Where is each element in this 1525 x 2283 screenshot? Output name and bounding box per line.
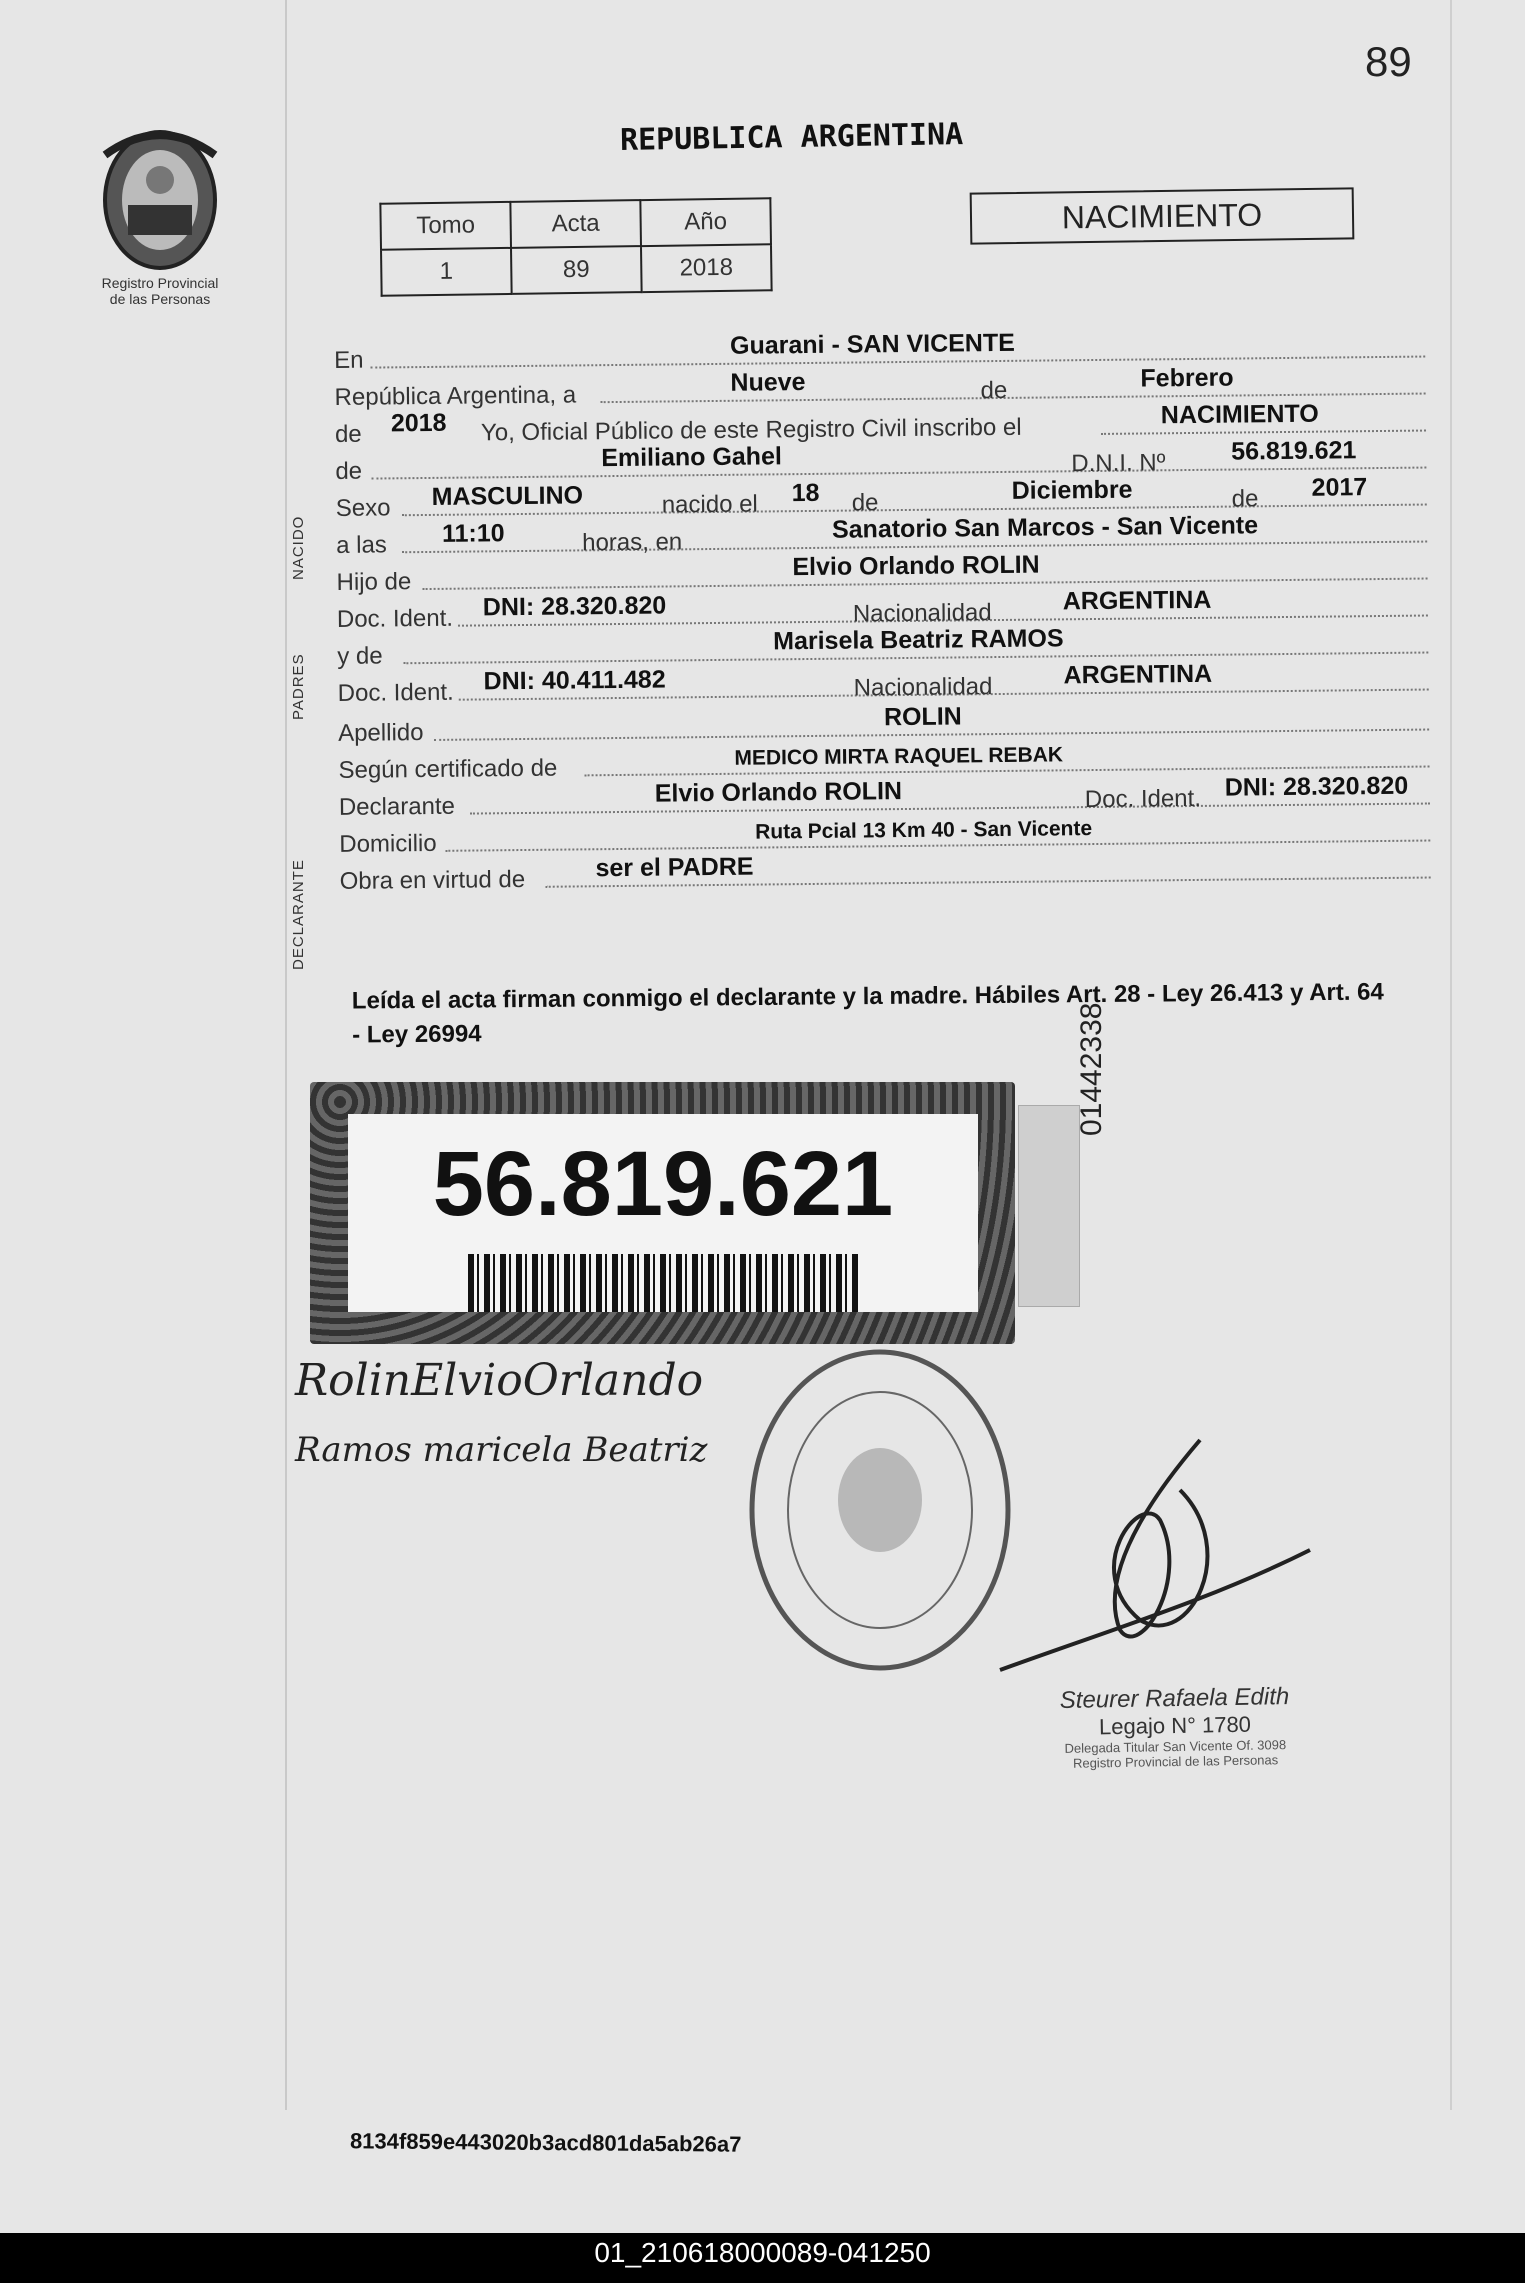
value-nac-dia: 18	[791, 478, 820, 508]
registry-header-row	[380, 198, 771, 249]
registry-value-row	[381, 244, 772, 295]
label-nac2: Nacionalidad	[853, 673, 993, 702]
label-alas: a las	[336, 531, 387, 559]
value-inscribo: NACIMIENTO	[1160, 399, 1319, 430]
logo-caption	[70, 275, 250, 307]
value-padre-doc: DNI: 28.320.820	[482, 591, 667, 622]
value-anio: 2018	[390, 408, 447, 438]
label-en: En	[334, 346, 364, 374]
serial-number: 01442338	[1075, 1002, 1108, 1136]
value-en: Guarani - SAN VICENTE	[729, 328, 1015, 360]
value-madre-doc: DNI: 40.411.482	[483, 665, 666, 696]
official-seal-icon	[740, 1340, 1020, 1680]
document-hash: 8134f859e443020b3acd801da5ab26a7	[349, 2128, 742, 2157]
header-tomo: Tomo	[380, 202, 511, 250]
sticker-number: 56.819.621	[432, 1133, 894, 1235]
label-nac-de: de	[851, 489, 879, 517]
barcode-icon	[468, 1254, 858, 1312]
value-padre: Elvio Orlando ROLIN	[792, 550, 1040, 582]
value-anio: 2018	[641, 244, 772, 292]
value-declarante: Elvio Orlando ROLIN	[654, 777, 903, 808]
label-doc: Doc. Ident.	[336, 604, 454, 633]
label-de3: de	[335, 457, 363, 485]
birth-record-form	[330, 329, 1431, 898]
label-republica: República Argentina, a	[334, 381, 577, 411]
label-de: de	[980, 376, 1008, 405]
value-padre-nac: ARGENTINA	[1062, 585, 1212, 616]
label-horas: horas, en	[581, 528, 683, 557]
label-obra: Obra en virtud de	[339, 865, 526, 895]
dotted-line	[1101, 430, 1426, 435]
official-block	[1019, 1682, 1330, 1771]
signature-icon	[990, 1430, 1330, 1680]
serial-strip	[1018, 1002, 1108, 1307]
provincial-coat-of-arms-icon	[80, 115, 240, 275]
dotted-line	[470, 803, 1430, 815]
value-nombre: Emiliano Gahel	[601, 442, 782, 473]
value-mes: Febrero	[1140, 363, 1234, 393]
footer-filename: 01_210618000089-041250	[594, 2237, 931, 2268]
official-name: Steurer Rafaela Edith	[1059, 1683, 1290, 1715]
label-nacido: nacido el	[661, 490, 758, 519]
value-obra: ser el PADRE	[595, 852, 754, 883]
official-cargo: Delegada Titular San Vicente Of. 3098	[1064, 1737, 1287, 1756]
side-label-nacido: NACIDO	[290, 515, 307, 580]
signature-madre: Ramos maricela Beatriz	[295, 1430, 708, 1470]
label-doc3: Doc. Ident.	[1084, 784, 1202, 814]
value-declarante-doc: DNI: 28.320.820	[1224, 771, 1409, 802]
label-nac-de2: de	[1231, 485, 1259, 513]
label-de2: de	[334, 420, 362, 448]
value-sexo: MASCULINO	[431, 481, 584, 511]
label-yde: y de	[337, 642, 383, 670]
value-nac-mes: Diciembre	[1011, 475, 1133, 505]
right-margin-line	[1450, 0, 1452, 2110]
sticker-label	[348, 1114, 978, 1312]
label-declarante: Declarante	[338, 792, 456, 821]
logo-caption-line1: Registro Provincial	[101, 275, 219, 291]
registry-table	[379, 197, 772, 296]
label-domicilio: Domicilio	[339, 829, 437, 858]
value-acta: 89	[511, 246, 642, 294]
value-nac-anio: 2017	[1311, 473, 1368, 502]
header-anio: Año	[640, 198, 771, 246]
value-domicilio: Ruta Pcial 13 Km 40 - San Vicente	[755, 817, 1093, 844]
signature-declarante: RolinElvioOrlando	[295, 1355, 704, 1406]
left-margin-line	[285, 0, 287, 2110]
value-apellido: ROLIN	[883, 702, 962, 732]
side-label-padres: PADRES	[290, 653, 307, 720]
dni-sticker	[310, 1082, 1015, 1344]
official-org: Registro Provincial de las Personas	[1072, 1752, 1279, 1771]
label-segun: Según certificado de	[338, 754, 558, 784]
value-madre: Marisela Beatriz RAMOS	[773, 624, 1064, 656]
legal-note: Leída el acta firman conmigo el declarante y la madre. Hábiles Art. 28 - Ley 26.413 y Art. 64 - Ley 26994	[351, 978, 1384, 1049]
value-dni: 56.819.621	[1231, 436, 1357, 466]
label-sexo: Sexo	[335, 494, 391, 522]
logo-caption-line2: de las Personas	[109, 291, 211, 307]
page-number: 89	[1365, 38, 1412, 85]
side-label-declarante: DECLARANTE	[290, 859, 307, 970]
value-madre-nac: ARGENTINA	[1063, 659, 1213, 690]
value-tomo: 1	[381, 248, 512, 296]
official-legajo: Legajo N° 1780	[1098, 1711, 1252, 1740]
document-title: REPUBLICA ARGENTINA	[619, 117, 964, 158]
label-apellido: Apellido	[337, 719, 424, 747]
value-segun: MEDICO MIRTA RAQUEL REBAK	[734, 743, 1064, 770]
label-oficial: Yo, Oficial Público de este Registro Civil inscribo el	[480, 413, 1022, 447]
header-acta: Acta	[510, 200, 641, 248]
label-doc2: Doc. Ident.	[337, 678, 454, 707]
label-nac: Nacionalidad	[852, 599, 992, 628]
label-hijo: Hijo de	[336, 568, 412, 596]
label-dni: D.N.I. Nº	[1071, 449, 1166, 478]
value-hora: 11:10	[441, 519, 505, 548]
value-dia: Nueve	[730, 368, 806, 397]
document-type-box: NACIMIENTO	[970, 187, 1355, 244]
value-lugar: Sanatorio San Marcos - San Vicente	[831, 511, 1259, 544]
